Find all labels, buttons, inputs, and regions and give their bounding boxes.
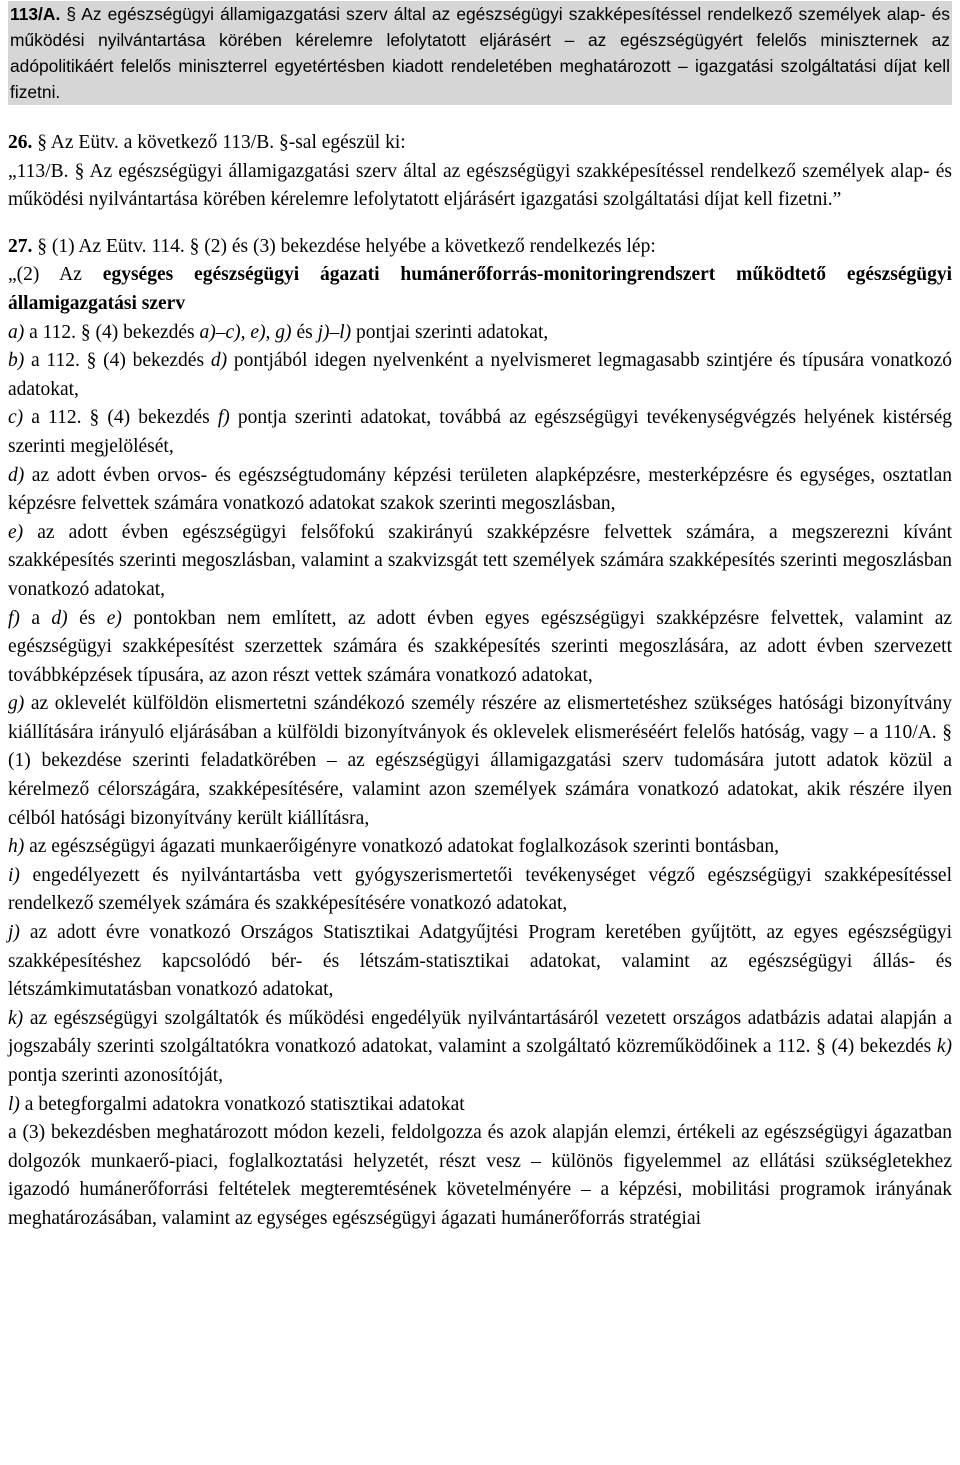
list-item bbox=[8, 1091, 952, 1120]
list-item bbox=[8, 347, 952, 404]
item-letter: l) bbox=[8, 1093, 20, 1115]
item-letter: b) bbox=[8, 350, 25, 372]
lead-bold: egységes egészségügyi ágazati humánerőforrás-monitoringrendszert működtető egészségügyi államigazgatási szerv bbox=[8, 264, 952, 314]
section-26-quote: „113/B. § Az egészségügyi államigazgatási szerv által az egészségügyi szakképesítéssel rendelkező személyek alap- és működési nyilvántartása körében kérelemre lefolytatott eljárásért igazgatási szolgáltatási díjat kell fizetni.” bbox=[8, 160, 952, 211]
item-text: pontokban nem említett, az adott évben egyes egészségügyi szakképzésre felvettek, valamint az egészségügyi szakképesítést szerzettek számára és szakképesítés szerinti megoszlására, az adott évben szervezett továbbképzések típusára, az azon részt vettek számára vonatkozó adatokat, bbox=[8, 607, 953, 686]
section-27-intro: § (1) Az Eütv. 114. § (2) és (3) bekezdése helyébe a következő rendelkezés lép: bbox=[37, 235, 656, 257]
list-item bbox=[8, 605, 952, 691]
highlighted-section-113a bbox=[8, 1, 952, 105]
item-text: k) bbox=[936, 1036, 952, 1058]
list-item bbox=[8, 862, 952, 919]
item-text: a 112. § (4) bekezdés bbox=[24, 321, 200, 343]
item-text: pontjából idegen nyelvenként a nyelvismeret legmagasabb szintjére és típusára vonatkozó adatokat, bbox=[8, 350, 952, 400]
item-text: az adott évben egészségügyi felsőfokú szakirányú szakképzésre felvettek számára, a megszerezni kívánt szakképesítés szerinti megoszlásban, valamint a szakvizsgát tett személyek számára szakképesítés szerinti megoszlásban vonatkozó adatokat, bbox=[8, 521, 952, 600]
item-text: j)–l) bbox=[317, 321, 352, 343]
item-text: az egészségügyi ágazati munkaerőigényre vonatkozó adatokat foglalkozások szerinti bontásban, bbox=[24, 836, 780, 858]
section-number: 113/A. bbox=[10, 4, 61, 24]
list-item bbox=[8, 319, 952, 348]
item-text: pontja szerinti adatokat, továbbá az egészségügyi tevékenységvégzés helyének kistérség szerinti megjelölését, bbox=[8, 407, 952, 457]
item-letter: k) bbox=[8, 1007, 24, 1029]
item-text: f) bbox=[217, 407, 230, 429]
item-letter: c) bbox=[8, 407, 24, 429]
list-item bbox=[8, 919, 952, 1005]
section-number: 26. bbox=[8, 132, 33, 153]
item-text: a 112. § (4) bekezdés bbox=[23, 407, 218, 429]
item-text: az egészségügyi szolgáltatók és működési engedélyük nyilvántartásáról vezetett országos adatbázis adatai alapján a jogszabály szerinti szolgáltatókra vonatkozó adatokat, valamint a szolgáltató közreműködőinek a 112. § (4) bekezdés bbox=[8, 1007, 952, 1058]
section-26-heading bbox=[8, 129, 952, 158]
item-letter: d) bbox=[8, 464, 25, 486]
item-letter: a) bbox=[8, 321, 25, 343]
item-letter: j) bbox=[8, 922, 20, 944]
item-text: engedélyezett és nyilvántartásba vett gyógyszerismertetői tevékenységet végző egészségügyi szakképesítéssel rendelkező személyek számára és szakképesítésére vonatkozó adatokat, bbox=[8, 864, 952, 915]
item-letter: e) bbox=[8, 521, 24, 543]
item-text: és bbox=[291, 321, 318, 343]
list-item bbox=[8, 1005, 952, 1091]
section-27-lead bbox=[8, 261, 952, 318]
item-text: e) bbox=[106, 607, 122, 629]
section-text: § Az egészségügyi államigazgatási szerv által az egészségügyi szakképesítéssel rendelkező személyek alap- és működési nyilvántartása körében kérelemre lefolytatott eljárásért – az egészségügyért felelős miniszternek az adópolitikáért felelős miniszterrel egyetértésben kiadott rendeletében meghatározott – igazgatási szolgáltatási díjat kell fizetni. bbox=[10, 4, 950, 102]
item-text: pontja szerinti azonosítóját, bbox=[8, 1065, 223, 1086]
item-text: d) bbox=[51, 607, 68, 629]
item-text: d) bbox=[210, 350, 228, 372]
section-number: 27. bbox=[8, 235, 33, 257]
list-item bbox=[8, 462, 952, 519]
item-text: pontjai szerinti adatokat, bbox=[351, 321, 549, 343]
item-letter: i) bbox=[8, 864, 20, 886]
lead-prefix: „(2) Az bbox=[8, 264, 103, 286]
section-27-heading bbox=[8, 233, 952, 262]
list-item bbox=[8, 833, 952, 862]
item-text: az oklevelét külföldön elismertetni szándékozó személy részére az elismertetéshez szükséges hatósági bizonyítvány kiállítására irányuló eljárásában a külföldi bizonyítványok és oklevelek elismeréséért felelős hatóság, vagy – a 110/A. § (1) bekezdése szerinti feladatkörében – az egészségügyi államigazgatási szerv tudomására jutott adatok közül a kérelmező célországára, szakképesítésére, valamint azon személyek számára vonatkozó adatokat, akik részére ilyen célból hatósági bizonyítvány került kiállításra, bbox=[8, 693, 952, 829]
enumerated-list bbox=[8, 319, 952, 1120]
item-letter: f) bbox=[8, 607, 20, 629]
item-letter: h) bbox=[8, 836, 25, 858]
item-text: az adott évben orvos- és egészségtudomány képzési területen alapképzésre, mesterképzésre és egységes, osztatlan képzésre felvettek számára vonatkozó adatokat szakok szerinti megoszlásban, bbox=[8, 464, 952, 515]
section-26-intro: § Az Eütv. a következő 113/B. §-sal egészül ki: bbox=[37, 132, 406, 153]
item-text: az adott évre vonatkozó Országos Statisztikai Adatgyűjtési Program keretében gyűjtött, az egyes egészségügyi szakképesítéshez kapcsolódó bér- és létszám-statisztikai adatokat, valamint az egészségügyi állás- és létszámkimutatásban vonatkozó adatokat, bbox=[8, 922, 952, 1001]
list-item bbox=[8, 404, 952, 461]
document-page bbox=[0, 1, 960, 1234]
item-text: a)–c), e), g) bbox=[199, 321, 292, 343]
item-text: a bbox=[19, 607, 52, 629]
closing-paragraph: a (3) bekezdésben meghatározott módon kezeli, feldolgozza és azok alapján elemzi, értékeli az egészségügyi ágazatban dolgozók munkaerő-piaci, foglalkoztatási helyzetét, részt vesz – különös figyelemmel az ellátási szükségletekhez igazodó humánerőforrási feltételek megteremtésének követelményére – a képzési, mobilitási programok irányának meghatározásában, valamint az egységes egészségügyi ágazati humánerőforrás stratégiai bbox=[8, 1122, 952, 1229]
list-item bbox=[8, 519, 952, 605]
list-item bbox=[8, 690, 952, 833]
item-letter: g) bbox=[8, 693, 25, 715]
item-text: és bbox=[67, 607, 107, 629]
item-text: a 112. § (4) bekezdés bbox=[24, 350, 211, 372]
item-text: a betegforgalmi adatokra vonatkozó statisztikai adatokat bbox=[19, 1093, 465, 1115]
